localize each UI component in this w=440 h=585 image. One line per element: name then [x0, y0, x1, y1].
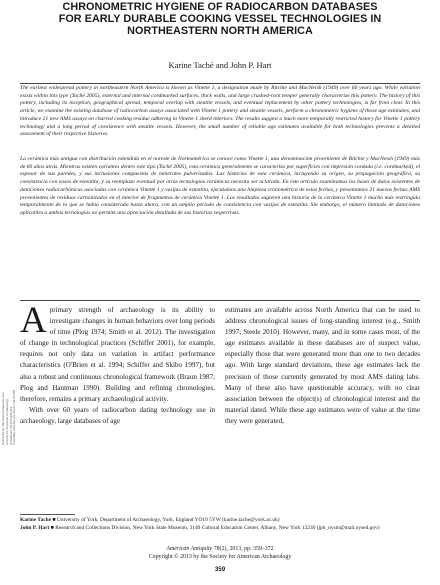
title-line-3: NORTHEASTERN NORTH AMERICA: [127, 25, 313, 38]
abstract-english-text: The earliest widespread pottery in northeastern North America is known as Vinette 1, a designation made by Ritchie and MacNeish (1949) over 60 years ago. While variation exists within this type (Taché 2005), external and internal cordmarked surfaces, thick walls, and large crushed-rock temper generally characterize this pottery. The history of this pottery, including its inception, geographical spread, temporal overlap with steatite vessels, and eventual replacement by other pottery technologies, is far from clear. In this article, we examine the existing database of radiocarbon assays associated with Vinette 1 pottery and steatite vessels, perform a chronometric hygiene of those age estimates, and introduce 21 new AMS assays on charred cooking residue adhering to Vinette 1 sherd interiors. The results suggest a much more temporally restricted history for Vinette 1 pottery technology and a long period of coexistence with steatite vessels. However, the small number of reliable age estimates available for both technologies prevents a detailed assessment of their respective histories.: [20, 85, 420, 138]
square-bullet-icon: ■: [52, 517, 56, 523]
side-note-line: Delivered by http://saa.metapress.com: [1, 392, 5, 445]
title-line-1: CHRONOMETRIC HYGIENE OF RADIOCARBON DATABASES: [62, 1, 378, 13]
footnote-affiliation: University of York, Department of Archaeology, York, England YO10 5YW (karine.tache@york.ac.uk): [56, 517, 280, 523]
page-number: 359: [214, 566, 226, 573]
author-line: Karine Taché and John P. Hart: [168, 60, 272, 70]
footnote-author-name: Karine Taché: [20, 517, 51, 523]
abstract-spanish: [20, 156, 420, 218]
journal-volume: 78(2), 2013, pp. 359–372: [213, 546, 274, 552]
author-affiliations: [20, 517, 420, 532]
article-title: [30, 1, 410, 38]
body-paragraph: estimates are available across North America that can be used to address chronological issues of long-standing interest (e.g., Smith 1997; Steele 2010). However, many, and in some cases most, of the age estimates available in these databases are of suspect value, especially those that were generated more than one to two decades ago. With large standard deviations, these age estimates lack the precision of those currently generated by most AMS dating labs. Many of these also have questionable accuracy, with no clear association between the object(s) of chronological interest and the material dated. While these age estimates were of value at the time they were generated,: [225, 306, 420, 425]
side-note-line: Society for American Archaeology: [4, 398, 9, 445]
journal-citation: [60, 546, 380, 561]
footnote-affiliation: Research and Collections Division, New York State Museum, 3140 Cultural Education Center, Albany, New York 12230 (jph_nysm@mail.nysed.gov): [55, 524, 380, 531]
body-paragraph: primary strength of archaeology is its ability to investigate changes in human behaviors over long periods of time (Plog 1974; Smith et al. 2012). The investigation of change in technological practices (Schiffer 2001), for example, requires not only data on variation in artifact performance characteristics (O'Brien et al. 1994; Schiffer and Skibo 1997), but also a robust and continuous chronological framework (Braun 1987; Plog and Hantman 1990). Building and refining chronologies, therefore, remains a primary archaeological activity.: [20, 306, 215, 403]
side-note-line: IP Address: 69.203.209.213: [8, 406, 13, 445]
journal-name: American Antiquity: [166, 546, 213, 552]
delivery-watermark: [1, 295, 17, 445]
abstract-english: [20, 85, 420, 139]
drop-cap: A: [20, 300, 47, 341]
abstract-bottom-rule: [20, 300, 420, 301]
body-column-right: [225, 305, 420, 427]
side-note-line: Thursday, October 03, 2013 7:36:23 PM: [12, 390, 17, 445]
abstract-top-rule: [20, 83, 420, 84]
body-column-left: [20, 300, 215, 427]
journal-copyright: Copyright © 2013 by the Society for American Archaeology: [148, 553, 292, 560]
square-bullet-icon: ■: [50, 524, 54, 531]
footnote-author-name: John P. Hart: [20, 524, 50, 531]
title-line-2: FOR EARLY DURABLE COOKING VESSEL TECHNOLOGIES IN: [58, 13, 382, 26]
footnote-rule: [20, 514, 75, 515]
abstract-spanish-text: La cerámica más antigua con distribución extendida en el noreste de Norteamérica se conoce como Vinette 1, una denominación proveniente de Ritchie y MacNeish (1949) más de 60 años atrás. Mientras existen variantes dentro este tipo (Taché 2005), esta cerámica generalmente se caracteriza por superficies con impresión cordada (i.e. cordmarked), el espesor de sus paredes, y sus inclusiones compuestas de minerales pulverizados. Las historias de esta cerámica, incluyendo su origen, su propagación geográfica, su coexistencia con vasos de esteatita, y su reemplazo eventual por otras tecnologías cerámicas necesita ser aclarada. En este artículo examinamos los bases de datos existentes de dataciones radiocarbónicas asociadas con cerámica Vinette 1 y vasijas de esteatita, ejecutamos una limpieza cronométrica de estas fechas, y presentamos 21 nuevas fechas AMS provenientes de residuos carbonizados en el interior de fragmentos de cerámica Vinette 1. Los resultados sugieren una historia de la cerámica Vinette 1 mucho más restringida temporalmente de lo que se había considerado hasta ahora, con un amplio período de coexistencia con vasijas de esteatita. Sin embargo, el número limitado de dataciones aplicables a ambas tecnologías no permite una apreciación detallada de sus historias respectivas.: [20, 156, 420, 216]
body-paragraph: With over 60 years of radiocarbon dating technology use in archaeology, large databases of age: [20, 405, 215, 425]
